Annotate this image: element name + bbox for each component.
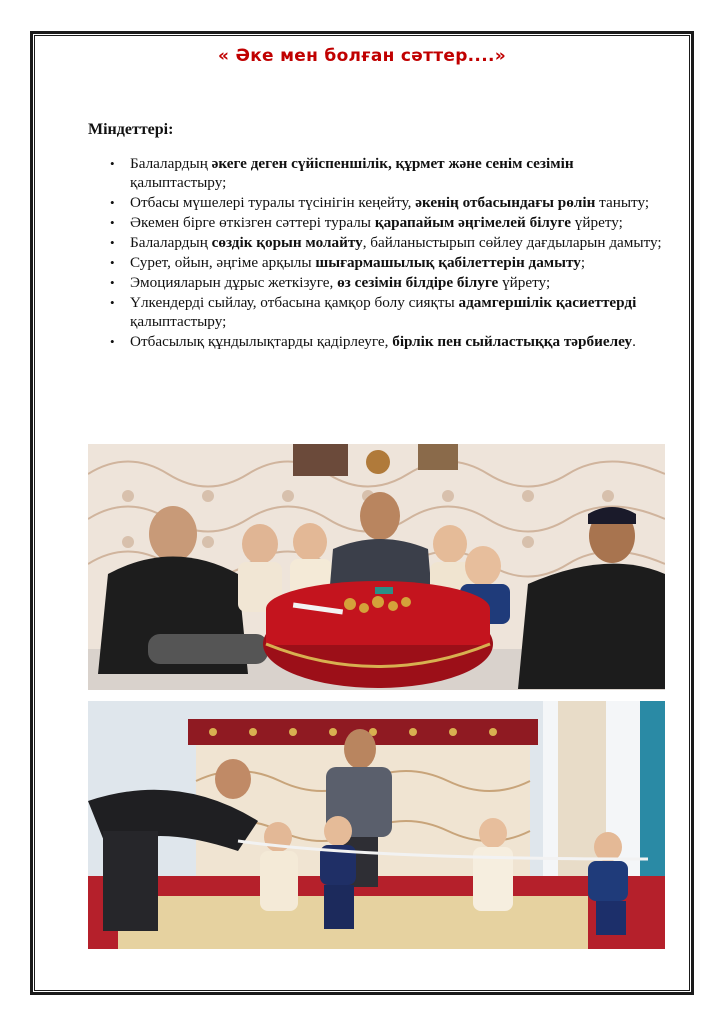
task-text: . <box>632 333 636 350</box>
task-text: Үлкендерді сыйлау, отбасына қамқор болу сияқты <box>130 294 459 311</box>
bullet-icon: • <box>110 275 115 290</box>
tasks-list <box>106 154 666 352</box>
task-item <box>106 293 666 331</box>
task-text: үйрету; <box>498 274 551 291</box>
bullet-icon: • <box>110 156 115 171</box>
bullet-icon: • <box>110 295 115 310</box>
bullet-icon: • <box>110 235 115 250</box>
photo-fathers-at-table <box>88 444 665 690</box>
bullet-icon: • <box>110 215 115 230</box>
task-text: Отбасы мүшелері туралы түсінігін кеңейту, <box>130 194 416 211</box>
task-text-bold: бірлік пен сыйластыққа тәрбиелеу <box>392 333 633 350</box>
task-text: , байланыстырып сөйлеу дағдыларын дамыту; <box>362 234 662 251</box>
task-item <box>106 273 666 292</box>
task-text: қалыптастыру; <box>130 174 227 191</box>
task-text-bold: қарапайым әңгімелей білуге <box>374 214 571 231</box>
task-text: Балалардың <box>130 155 212 172</box>
bullet-icon: • <box>110 334 115 349</box>
task-text: Балалардың <box>130 234 212 251</box>
task-text: Отбасылық құндылықтарды қадірлеуге, <box>130 333 393 350</box>
task-item <box>106 213 666 232</box>
bullet-icon: • <box>110 195 115 210</box>
task-text: Эмоцияларын дұрыс жеткізуге, <box>130 274 338 291</box>
task-text-bold: өз сезімін білдіре білуге <box>337 274 499 291</box>
task-text: қалыптастыру; <box>130 313 227 330</box>
task-text-bold: адамгершілік қасиеттерді <box>458 294 637 311</box>
tasks-heading: Міндеттері: <box>88 121 174 138</box>
task-item <box>106 233 666 252</box>
task-text: Сурет, ойын, әңгіме арқылы <box>130 254 316 271</box>
task-item <box>106 154 666 192</box>
page-title: « Әке мен болған сәттер....» <box>217 46 506 66</box>
task-text-bold: әкенің отбасындағы рөлін <box>415 194 596 211</box>
bullet-icon: • <box>110 255 115 270</box>
task-text: ; <box>580 254 586 271</box>
task-text-bold: сөздік қорын молайту <box>211 234 363 251</box>
task-text: үйрету; <box>570 214 623 231</box>
task-text: таныту; <box>595 194 650 211</box>
task-item <box>106 193 666 212</box>
photo-tug-of-war <box>88 701 665 949</box>
task-text-bold: әкеге деген сүйіспеншілік, құрмет және сенім сезімін <box>211 155 574 172</box>
task-text-bold: шығармашылық қабілеттерін дамыту <box>315 254 581 271</box>
task-item <box>106 332 666 351</box>
task-item <box>106 253 666 272</box>
task-text: Әкемен бірге өткізген сәттері туралы <box>130 214 375 231</box>
